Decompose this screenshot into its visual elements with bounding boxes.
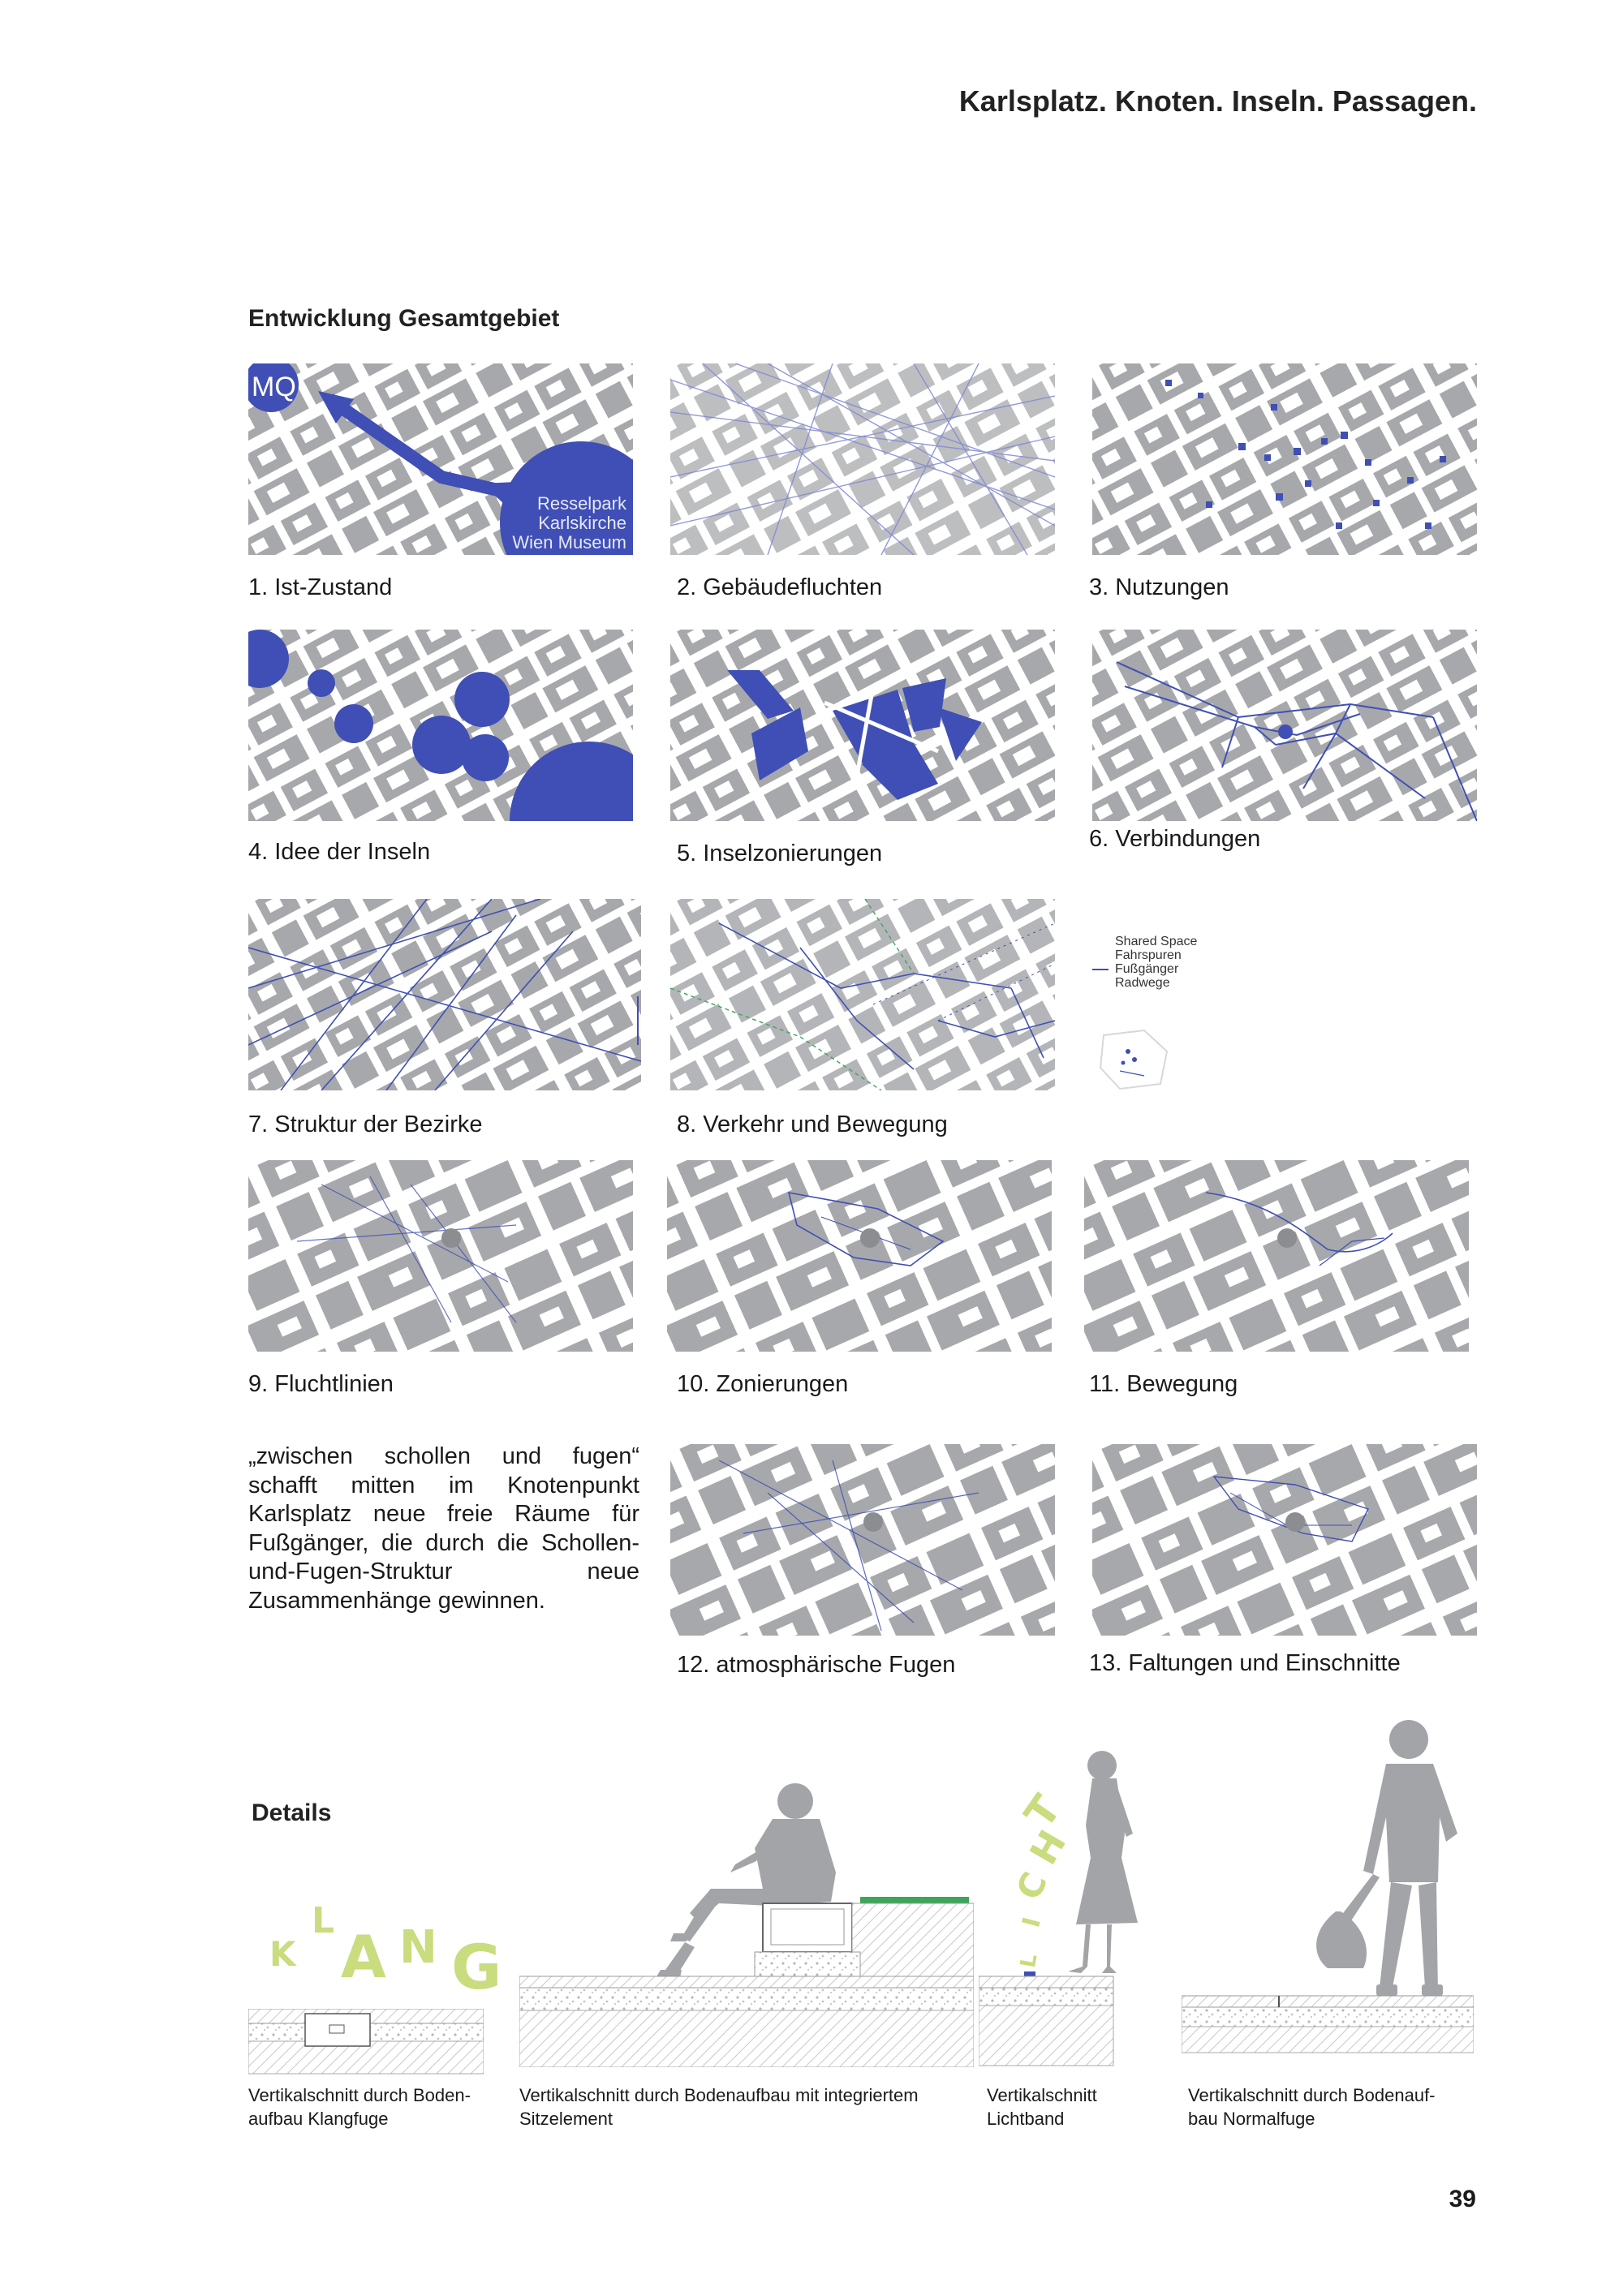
- caption-panel-11: 11. Bewegung: [1089, 1371, 1238, 1397]
- map-panel-gebaeudefluchten: [670, 363, 1055, 555]
- map-panel-idee-der-inseln: [248, 630, 633, 821]
- walking-man-silhouette: [1316, 1720, 1457, 1996]
- detail-caption-klangfuge: [248, 2083, 471, 2130]
- klang-letter-n: N: [399, 1921, 437, 1974]
- label-mq: MQ: [252, 372, 296, 402]
- page-number: 39: [1449, 2186, 1476, 2212]
- licht-letter-h: H: [1021, 1822, 1075, 1872]
- caption-panel-7: 7. Struktur der Bezirke: [248, 1111, 483, 1137]
- standing-woman-silhouette: [1068, 1751, 1138, 1973]
- detail-klangfuge: [248, 1898, 508, 2077]
- klang-letter-a: A: [341, 1923, 386, 1991]
- detail-caption-sitzelement: [519, 2083, 919, 2130]
- map-panel-fluchtlinien: [248, 1160, 633, 1352]
- caption-panel-2: 2. Gebäudefluchten: [677, 574, 883, 600]
- caption-panel-9: 9. Fluchtlinien: [248, 1371, 394, 1397]
- legend-item-shared-space: Shared Space: [1115, 935, 1198, 948]
- klang-letter-l: L: [312, 1900, 335, 1941]
- licht-letter-l: L: [1016, 1952, 1043, 1970]
- detail-caption-sitzelement-line1: Vertikalschnitt durch Bodenaufbau mit integriertem: [519, 2085, 919, 2105]
- detail-caption-klangfuge-line1: Vertikalschnitt durch Boden-: [248, 2085, 471, 2105]
- detail-caption-normalfuge: [1188, 2083, 1436, 2130]
- map-panel-faltungen-und-einschnitte: [1092, 1444, 1477, 1636]
- legend-row-fussgaenger: [1092, 962, 1197, 976]
- map-legend: [1092, 935, 1197, 990]
- map-panel-ist-zustand: [248, 363, 633, 555]
- map-panel-verbindungen: [1092, 630, 1477, 821]
- caption-panel-5: 5. Inselzonierungen: [677, 841, 883, 866]
- detail-caption-lichtband-line2: Lichtband: [987, 2109, 1065, 2129]
- description-text: „zwischen schollen und fugen“ schafft mitten im Knotenpunkt Karlsplatz neue freie Räume für Fußgänger, die durch die Schollen- und-Fugen-Struktur neue Zusammenhänge gewinnen.: [248, 1443, 639, 1614]
- licht-letter-i: I: [1017, 1914, 1047, 1931]
- detail-caption-normalfuge-line2: bau Normalfuge: [1188, 2109, 1315, 2129]
- detail-caption-sitzelement-line2: Sitzelement: [519, 2109, 613, 2129]
- legend-item-fussgaenger: Fußgänger: [1115, 962, 1179, 976]
- light-strip: [1024, 1971, 1035, 1976]
- caption-panel-13: 13. Faltungen und Einschnitte: [1089, 1650, 1401, 1676]
- detail-lichtband: [979, 1736, 1173, 2077]
- map-panel-bewegung: [1084, 1160, 1469, 1352]
- section-heading-details: Details: [252, 1799, 332, 1826]
- map-panel-verkehr-und-bewegung: [670, 899, 1055, 1090]
- label-wien-museum: Wien Museum: [512, 532, 626, 553]
- klang-letter-g: G: [451, 1931, 502, 2003]
- klang-letter-k: K: [269, 1934, 296, 1974]
- label-karlskirche: Karlskirche: [538, 513, 626, 533]
- map-panel-atmosphaerische-fugen: [670, 1444, 1055, 1636]
- map-panel-nutzungen: [1092, 363, 1477, 555]
- detail-sitzelement: [519, 1767, 974, 2067]
- detail-caption-lichtband: [987, 2083, 1097, 2130]
- licht-letter-c: C: [1008, 1866, 1056, 1906]
- map-panel-struktur-der-bezirke: [248, 899, 641, 1090]
- grass-strip: [860, 1897, 969, 1903]
- legend-swatch-fussgaenger: [1092, 969, 1109, 970]
- caption-panel-10: 10. Zonierungen: [677, 1371, 849, 1397]
- page-header-title: Karlsplatz. Knoten. Inseln. Passagen.: [958, 84, 1477, 118]
- legend-key-map: [1096, 1027, 1173, 1092]
- label-resselpark: Resselpark: [536, 493, 626, 514]
- caption-panel-4: 4. Idee der Inseln: [248, 839, 431, 865]
- licht-letter-t: T: [1015, 1786, 1070, 1837]
- caption-panel-12: 12. atmosphärische Fugen: [677, 1652, 956, 1678]
- detail-caption-klangfuge-line2: aufbau Klangfuge: [248, 2109, 389, 2129]
- detail-normalfuge: [1182, 1712, 1474, 2077]
- map-panel-zonierungen: [667, 1160, 1052, 1352]
- map-panel-inselzonierungen: [670, 630, 1055, 821]
- legend-item-fahrspuren: Fahrspuren: [1115, 948, 1182, 962]
- legend-item-radwege: Radwege: [1115, 976, 1170, 990]
- caption-panel-6: 6. Verbindungen: [1089, 826, 1261, 852]
- section-drawing-klang: [248, 2009, 484, 2077]
- caption-panel-3: 3. Nutzungen: [1089, 574, 1229, 600]
- detail-caption-normalfuge-line1: Vertikalschnitt durch Bodenauf-: [1188, 2085, 1436, 2105]
- section-heading-overview: Entwicklung Gesamtgebiet: [248, 305, 560, 332]
- caption-panel-8: 8. Verkehr und Bewegung: [677, 1111, 948, 1137]
- detail-caption-lichtband-line1: Vertikalschnitt: [987, 2085, 1097, 2105]
- caption-panel-1: 1. Ist-Zustand: [248, 574, 393, 600]
